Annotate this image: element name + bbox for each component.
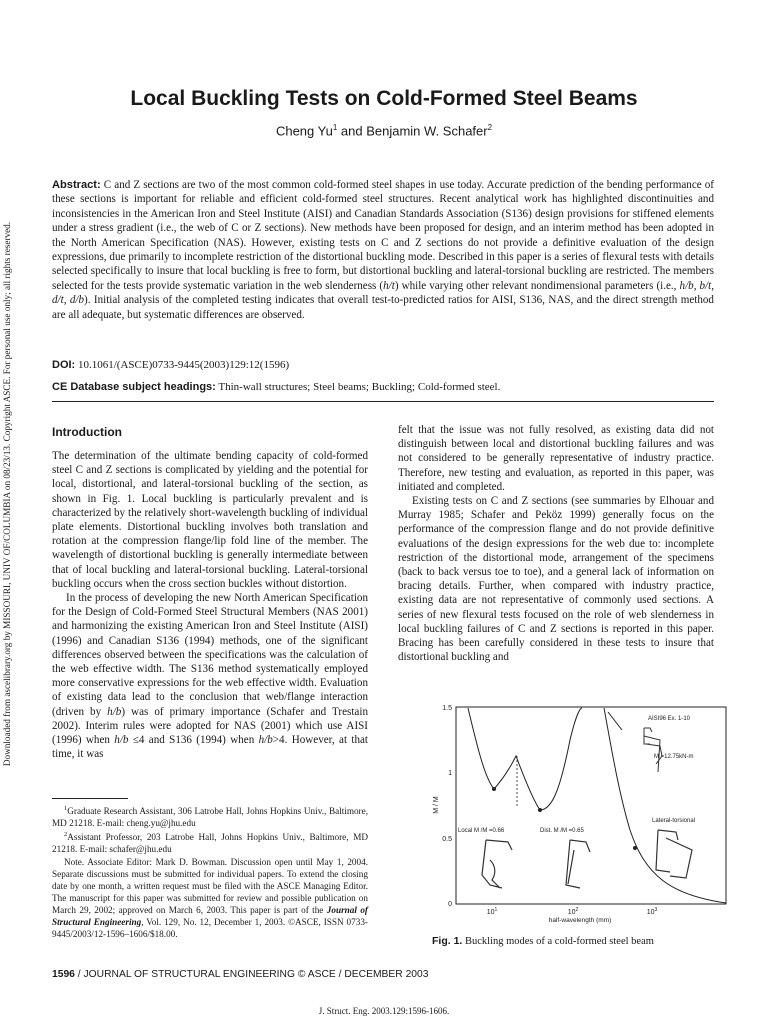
right-column xyxy=(398,423,714,664)
doi-label: DOI: xyxy=(52,359,76,371)
plot-frame xyxy=(456,707,726,904)
figure-caption xyxy=(432,935,732,947)
footnotes xyxy=(52,798,368,940)
author-2-affil: 2 xyxy=(487,123,493,132)
distortional-buckling-annotation: Dist. M /M =0.65 xyxy=(540,828,584,834)
header-divider xyxy=(52,401,714,402)
page-number: 1596 xyxy=(52,969,75,980)
section-shape-local xyxy=(482,840,512,888)
section-shape-lateral-torsional xyxy=(656,830,692,878)
left-column xyxy=(52,449,368,761)
footnote-2-mark: 2 xyxy=(64,831,68,839)
author-line xyxy=(0,123,768,138)
intro-paragraph-1: The determination of the ultimate bending capacity of cold-formed steel C and Z sections is complicated by yielding and the potential for local, distortional, and lateral-torsional buckling of the section, as shown in Fig. 1. Local buckling is particularly prevalent and is characterized by the relatively short-wavelength buckling of individual plate elements. Distortional buckling involves both translation and rotation at the compression flange/lip fold line of the member. The wavelength of distortional buckling is generally intermediate between that of local buckling and lateral-torsional buckling. Lateral-torsional buckling occurs when the cross section buckles without distortion. xyxy=(52,450,368,590)
lateral-torsional-annotation: Lateral-torsional xyxy=(652,818,696,824)
author-1: Cheng Yu xyxy=(275,123,333,139)
footnote-1-mark: 1 xyxy=(64,805,68,812)
footnote-1-text: Graduate Research Assistant, 306 Latrobe Hall, Johns Hopkins Univ., Baltimore, MD 21218. E-mail: cheng.yu@jhu.edu xyxy=(52,806,368,829)
lateral-torsional-marker xyxy=(633,846,637,850)
section-heading-introduction: Introduction xyxy=(52,425,122,439)
y-tick-label: 1 xyxy=(448,770,452,777)
abstract-label: Abstract: xyxy=(52,179,101,191)
editorial-note-text: Note. Associate Editor: Mark D. Bowman. Discussion open until May 1, 2004. Separate discussions must be submitted for individual papers. To extend the closing date by one month, a written request must be filed with the ASCE Managing Editor. The manuscript for this paper was submitted for review and possible publication on March 29, 2002; approved on March 6, 2003. This paper is part of the xyxy=(52,856,368,915)
x-axis-label: half-wavelength (mm) xyxy=(548,917,612,924)
download-watermark: Downloaded from ascelibrary.org by MISSOURI, UNIV OF/COLUMBIA on 08/23/13. Copyright ASCE. For personal use only; all rights reserved. xyxy=(2,221,12,767)
y-tick-label: 0.5 xyxy=(442,836,452,843)
paper-title: Local Buckling Tests on Cold-Formed Steel Beams xyxy=(130,87,638,110)
subject-headings-label: CE Database subject headings: xyxy=(52,381,216,393)
citation-footer: J. Struct. Eng. 2003.129:1596-1606. xyxy=(318,1006,450,1016)
intro-p2-part-f: h/b xyxy=(258,734,273,747)
intro-p2-part-a: In the process of developing the new North American Specification for the Design of Cold-Formed Steel Structural Members (NAS 2001) and harmonizing the existing American Iron and Steel Institute (AISI) (1996) and Canadian S136 (1994) methods, one of the significant differences observed between the specifications was the calculation of the web effective width. The S136 method systematically employed more conservative expressions for the web effective width. Evaluation of existing data lead to the conclusion that web/flange interaction (driven by xyxy=(52,592,368,718)
doi-value: 10.1061/(ASCE)0733-9445(2003)129:12(1596) xyxy=(75,359,290,371)
annotation-leader xyxy=(608,712,622,730)
author-2: Benjamin W. Schafer xyxy=(366,123,488,139)
editorial-note-tail: , Vol. 129, No. 12, December 1, 2003. ©ASCE, ISSN 0733-9445/2003/12-1596–1606/$18.00. xyxy=(52,916,368,940)
y-tick-label: 1.5 xyxy=(442,705,452,712)
x-tick-label: $10^2$ xyxy=(567,907,579,916)
journal-footer xyxy=(52,969,428,980)
intro-paragraph-2 xyxy=(52,591,368,761)
figure-1-plot xyxy=(430,700,730,925)
editorial-note-journal: Journal of Structural Engineering xyxy=(52,904,368,927)
journal-name: / JOURNAL OF STRUCTURAL ENGINEERING © ASCE / DECEMBER 2003 xyxy=(74,969,429,980)
intro-p2-part-b: h/b xyxy=(107,705,122,718)
figure-caption-text: Buckling modes of a cold-formed steel beam xyxy=(462,936,654,947)
local-minimum-marker xyxy=(492,787,496,791)
intro-p2-part-e: ≤4 and S136 (1994) when xyxy=(128,734,259,747)
abstract xyxy=(52,178,714,322)
signature-curve-right xyxy=(604,708,726,903)
figure-caption-label: Fig. 1. xyxy=(432,935,463,947)
y-tick-label: 0 xyxy=(448,901,452,908)
footnote-rule xyxy=(52,798,128,799)
doi-line xyxy=(52,359,714,371)
section-shape-distortional xyxy=(566,840,590,888)
footnote-2-text: Assistant Professor, 203 Latrobe Hall, Johns Hopkins Univ., Baltimore, MD 21218. E-mail: schafer@jhu.edu xyxy=(52,832,368,855)
y-axis-label: M / M xyxy=(433,796,440,814)
abstract-text-2: h/t xyxy=(383,279,395,292)
aisi-annotation: AISI96 Ex. 1-10 xyxy=(648,716,691,722)
intro-p2-part-c: ) was of primary importance (Schafer and Trestain 2002). Interim rules were adopted for NAS (2001) which use AISI (1996) when xyxy=(52,705,368,747)
my-annotation: M =12.75kN-m xyxy=(654,754,694,760)
subject-headings xyxy=(52,381,714,393)
distortional-minimum-marker xyxy=(538,808,542,812)
footnote-2 xyxy=(52,829,368,855)
abstract-text-5: ). Initial analysis of the completed testing indicates that overall test-to-predicted ratios for AISI, S136, NAS, and the direct strength method are all adequate, but systematic differences are observed. xyxy=(52,294,714,321)
abstract-text-1: C and Z sections are two of the most common cold-formed steel shapes in use today. Accurate prediction of the bending performance of these sections is important for reliable and efficient cold-formed steel structures. Recent analytical work has highlighted discontinuities and inconsistencies in the American Iron and Steel Institute (AISI) and Canadian Standards Association (S136) design provisions for stiffened elements under a stress gradient (i.e., the web of C or Z sections). New methods have been proposed for design, and an interim method has been adopted in the North American Specification (NAS). However, existing tests on C and Z sections do not provide a definitive evaluation of the design expressions, due primarily to incomplete restriction of the distortional buckling mode. Described in this paper is a series of flexural tests with details selected specifically to insure that local buckling is free to form, but distortional buckling and lateral-torsional buckling are restricted. The members selected for the tests provide systematic variation in the web slenderness ( xyxy=(52,179,714,292)
signature-curve-left xyxy=(468,708,582,810)
intro-paragraph-3: felt that the issue was not fully resolved, as existing data did not distinguish between local and distortional buckling failures and was not considered to be generally representative of industry practice. Therefore, new testing and evaluation, as reported in this paper, was initiated and completed. xyxy=(398,424,714,493)
x-tick-label: $10^3$ xyxy=(646,907,658,916)
intro-p2-part-d: h/b xyxy=(114,734,129,747)
author-1-affil: 1 xyxy=(332,123,338,132)
author-and: and xyxy=(337,123,367,139)
abstract-text-3: ) while varying other relevant nondimensional parameters (i.e., xyxy=(394,279,680,292)
intro-p2-part-g: >4. However, at that time, it was xyxy=(52,734,369,761)
section-shape-aisi xyxy=(644,728,662,772)
intro-paragraph-4: Existing tests on C and Z sections (see summaries by Elhouar and Murray 1985; Schafer and Peköz 1999) generally focus on the performance of the compression flange and do not provide definitive evaluations of the design expressions for the web due to: incomplete restriction of the distortional mode, arrangement of the specimens (back to back versus toe to toe), and a general lack of information on bracing details. Further, when compared with industry practice, existing data are not representative of commonly used sections. A series of new flexural tests focused on the role of web slenderness in local buckling failures of C and Z sections is reported in this paper. Bracing has been carefully considered in these tests to insure that distortional buckling and xyxy=(398,495,714,664)
editorial-note xyxy=(52,856,368,941)
x-tick-label: $10^1$ xyxy=(486,907,498,916)
local-buckling-annotation: Local M /M =0.66 xyxy=(458,828,505,834)
subject-headings-value: Thin-wall structures; Steel beams; Buckling; Cold-formed steel. xyxy=(215,381,501,393)
abstract-text-4: h/b, b/t, d/t, d/b xyxy=(52,279,714,307)
footnote-1 xyxy=(52,803,368,829)
